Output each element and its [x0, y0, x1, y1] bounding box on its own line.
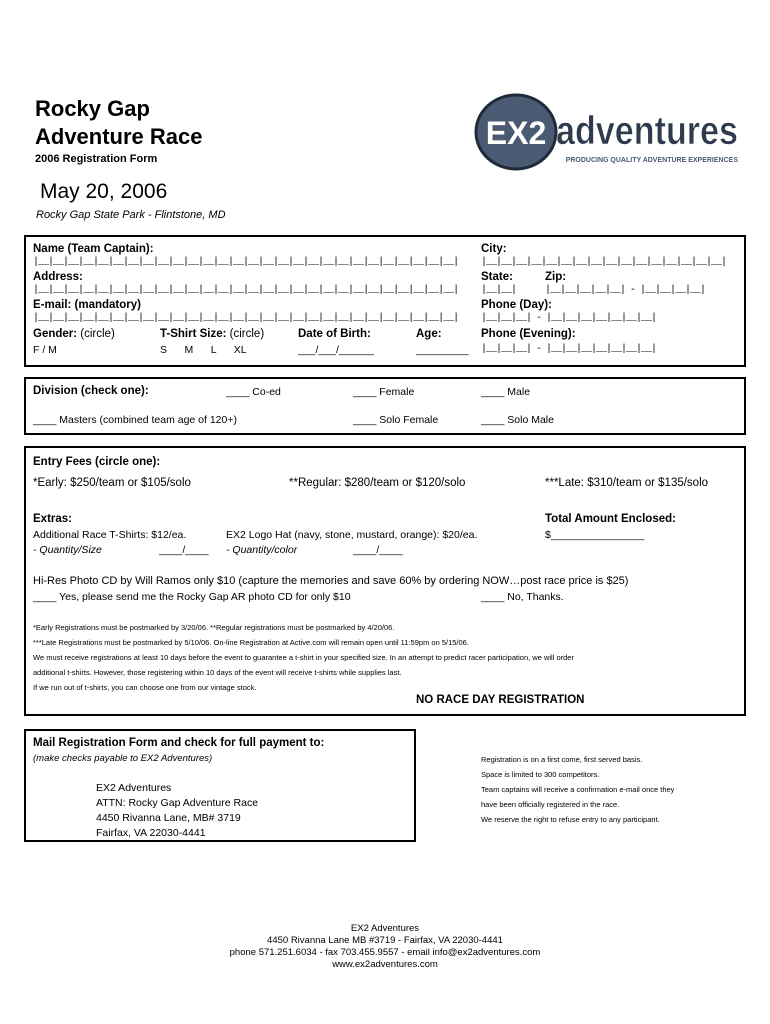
division-label: Division (check one):: [33, 385, 149, 397]
logo-wordmark: adventures: [556, 109, 738, 153]
event-venue: Rocky Gap State Park - Flintstone, MD: [36, 209, 226, 221]
state-field[interactable]: |__|__|: [481, 285, 517, 296]
age-field[interactable]: _________: [416, 344, 469, 356]
phone-day-field[interactable]: |__|__|__| - |__|__|__|__|__|__|__|: [481, 313, 657, 324]
phone-evening-label: Phone (Evening):: [481, 328, 576, 340]
address-label: Address:: [33, 271, 83, 283]
footer-website[interactable]: www.ex2adventures.com: [332, 959, 438, 970]
total-enclosed-label: Total Amount Enclosed:: [545, 513, 676, 525]
extra-tshirts-qty-field[interactable]: ____/____: [159, 544, 209, 556]
footer: [0, 923, 770, 971]
event-date: May 20, 2006: [40, 180, 168, 203]
extra-hat-qty-label: - Quantity/color: [226, 544, 298, 556]
no-race-day-registration: NO RACE DAY REGISTRATION: [416, 694, 585, 706]
entry-fees-label: Entry Fees (circle one):: [33, 456, 161, 468]
state-label: State:: [481, 271, 513, 283]
photo-cd-no[interactable]: ____ No, Thanks.: [481, 591, 564, 603]
city-label: City:: [481, 243, 507, 255]
photo-cd-yes[interactable]: ____ Yes, please send me the Rocky Gap AR photo CD for only $10: [33, 591, 351, 603]
mail-address-line: Fairfax, VA 22030-4441: [96, 827, 206, 839]
tshirt-note: We must receive registrations at least 10 days before the event to guarantee a t-shirt in your specified size. In an attempt to predict racer participation, we will order: [33, 653, 574, 662]
registration-note: have been officially registered in the race.: [481, 800, 620, 809]
email-field[interactable]: |__|__|__|__|__|__|__|__|__|__|__|__|__|__|__|__|__|__|__|__|__|__|__|__|__|__|__|__|: [33, 313, 459, 324]
fee-regular[interactable]: **Regular: $280/team or $120/solo: [289, 477, 466, 489]
tshirt-note: additional t-shirts. However, those registering within 10 days of the event will receive t-shirts while supplies last.: [33, 668, 402, 677]
form-title-line2: Adventure Race: [35, 124, 203, 149]
gender-label: Gender: (circle): [33, 328, 115, 340]
mail-address-line: ATTN: Rocky Gap Adventure Race: [96, 797, 259, 809]
phone-day-label: Phone (Day):: [481, 299, 552, 311]
ex2-adventures-logo: [474, 92, 744, 172]
total-enclosed-field[interactable]: $________________: [545, 529, 645, 541]
date-of-birth-field[interactable]: ___/___/______: [298, 344, 374, 356]
extra-tshirts-qty-label: - Quantity/Size: [33, 544, 102, 556]
address-field[interactable]: |__|__|__|__|__|__|__|__|__|__|__|__|__|__|__|__|__|__|__|__|__|__|__|__|__|__|__|__|: [33, 285, 459, 296]
date-of-birth-label: Date of Birth:: [298, 328, 371, 340]
team-captain-name-field[interactable]: |__|__|__|__|__|__|__|__|__|__|__|__|__|__|__|__|__|__|__|__|__|__|__|__|__|__|__|__|: [33, 257, 459, 268]
extra-hat-qty-field[interactable]: ____/____: [353, 544, 403, 556]
mail-address-line: 4450 Rivanna Lane, MB# 3719: [96, 812, 241, 824]
extra-hat: EX2 Logo Hat (navy, stone, mustard, orange): $20/ea.: [226, 529, 478, 541]
fee-late[interactable]: ***Late: $310/team or $135/solo: [545, 477, 709, 489]
tshirt-note: If we run out of t-shirts, you can choose one from our vintage stock.: [33, 683, 257, 692]
city-field[interactable]: |__|__|__|__|__|__|__|__|__|__|__|__|__|__|__|__|: [481, 257, 727, 268]
fee-early[interactable]: *Early: $250/team or $105/solo: [33, 477, 191, 489]
zip-label: Zip:: [545, 271, 567, 283]
phone-evening-field[interactable]: |__|__|__| - |__|__|__|__|__|__|__|: [481, 344, 657, 355]
email-label: E-mail: (mandatory): [33, 299, 141, 311]
extra-tshirts: Additional Race T-Shirts: $12/ea.: [33, 529, 187, 541]
division-option-solo-female[interactable]: ____ Solo Female: [353, 414, 439, 426]
deadline-note: ***Late Registrations must be postmarked by 5/10/06. On-line Registration at Active.com will remain open until 11:59pm on 5/15/06.: [33, 638, 469, 647]
registration-note: Registration is on a first come, first served basis.: [481, 755, 643, 764]
team-captain-name-label: Name (Team Captain):: [33, 243, 154, 255]
division-option-masters[interactable]: ____ Masters (combined team age of 120+): [33, 414, 237, 426]
tshirt-size-label: T-Shirt Size: (circle): [160, 328, 265, 340]
deadline-note: *Early Registrations must be postmarked by 3/20/06. **Regular registrations must be postmarked by 4/20/06.: [33, 623, 395, 632]
form-title-line1: Rocky Gap: [35, 96, 150, 121]
footer-address: 4450 Rivanna Lane MB #3719 - Fairfax, VA 22030-4441: [267, 935, 503, 946]
age-label: Age:: [416, 328, 442, 340]
registration-note: Team captains will receive a confirmation e-mail once they: [481, 785, 675, 794]
mail-address-line: EX2 Adventures: [96, 782, 172, 794]
mail-registration-label: Mail Registration Form and check for full payment to:: [33, 737, 325, 749]
zip-field[interactable]: |__|__|__|__|__| - |__|__|__|__|: [545, 285, 706, 296]
gender-options[interactable]: F / M: [33, 344, 57, 356]
extras-label: Extras:: [33, 513, 72, 525]
footer-company: EX2 Adventures: [350, 923, 420, 934]
division-option-solo-male[interactable]: ____ Solo Male: [481, 414, 554, 426]
photo-cd-offer: Hi-Res Photo CD by Will Ramos only $10 (capture the memories and save 60% by ordering NOW…post race price is $25): [33, 575, 629, 587]
tshirt-size-options[interactable]: S M L XL: [160, 344, 247, 356]
logo-mark: EX2: [485, 115, 547, 151]
checks-payable-note: (make checks payable to EX2 Adventures): [33, 753, 213, 764]
form-subtitle: 2006 Registration Form: [35, 153, 158, 165]
division-option-male[interactable]: ____ Male: [481, 386, 531, 398]
registration-note: We reserve the right to refuse entry to any participant.: [481, 815, 660, 824]
logo-tagline: PRODUCING QUALITY ADVENTURE EXPERIENCES: [565, 157, 738, 164]
division-option-female[interactable]: ____ Female: [353, 386, 415, 398]
footer-contact: phone 571.251.6034 - fax 703.455.9557 - email info@ex2adventures.com: [229, 947, 541, 958]
division-option-coed[interactable]: ____ Co-ed: [226, 386, 281, 398]
registration-note: Space is limited to 300 competitors.: [481, 770, 600, 779]
